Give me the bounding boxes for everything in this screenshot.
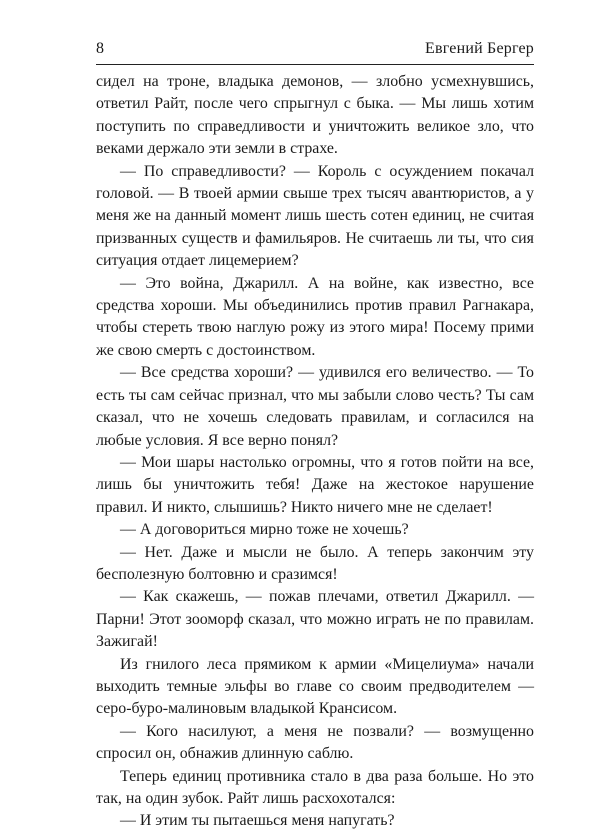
page-header xyxy=(96,40,534,65)
paragraph: — И этим ты пытаешься меня напугать? xyxy=(120,812,395,830)
page-number: 8 xyxy=(96,40,104,57)
paragraph: — Все средства хороши? — удивился его величество. — То есть ты сам сейчас признал, что мы забыли слово честь? Ты сам сказал, что не хочешь следовать правилам, и согласился на любые условия. Я все верно понял? xyxy=(96,364,534,449)
body-text xyxy=(96,71,534,833)
paragraph: Из гнилого леса прямиком к армии «Мицелиума» начали выходить темные эльфы во главе со своим предводителем — серо-буро-малиновым владыкой Крансисом. xyxy=(96,655,534,718)
paragraph: — Нет. Даже и мысли не было. А теперь закончим эту бесполезную болтовню и сразимся! xyxy=(96,543,534,583)
paragraph: — По справедливости? — Король с осуждением покачал головой. — В твоей армии свыше трех тысяч авантюристов, а у меня же на данный момент лишь шесть сотен единиц, не считая призванных существ и фамильяров. Не считаешь ли ты, что сия ситуация отдает лицемерием? xyxy=(96,162,534,270)
running-title: Евгений Бергер xyxy=(424,40,534,57)
paragraph: — А договориться мирно тоже не хочешь? xyxy=(120,521,409,539)
paragraph: Теперь единиц противника стало в два раза больше. Но это так, на один зубок. Райт лишь расхохотался: xyxy=(96,767,534,807)
paragraph: — Мои шары настолько огромны, что я готов пойти на все, лишь бы уничтожить тебя! Даже на жестокое нарушение правил. И никто, слышишь? Никто ничего мне не сделает! xyxy=(96,453,534,516)
paragraph: — Кого насилуют, а меня не позвали? — возмущенно спросил он, обнажив длинную саблю. xyxy=(96,722,534,763)
paragraph: — Как скажешь, — пожав плечами, ответил Джарилл. — Парни! Этот зооморф сказал, что можно играть не по правилам. Зажигай! xyxy=(96,588,534,651)
paragraph: сидел на троне, владыка демонов, — злобно усмехнувшись, ответил Райт, после чего спрыгнул с быка. — Мы лишь хотим поступить по справедливости и уничтожить великое зло, что веками держало эти земли в страхе. xyxy=(96,73,534,158)
paragraph: — Это война, Джарилл. А на войне, как известно, все средства хороши. Мы объединились против правил Рагнакара, чтобы стереть твою наглую рожу из этого мира! Посему прими же свою смерть с достоинством. xyxy=(96,274,534,359)
